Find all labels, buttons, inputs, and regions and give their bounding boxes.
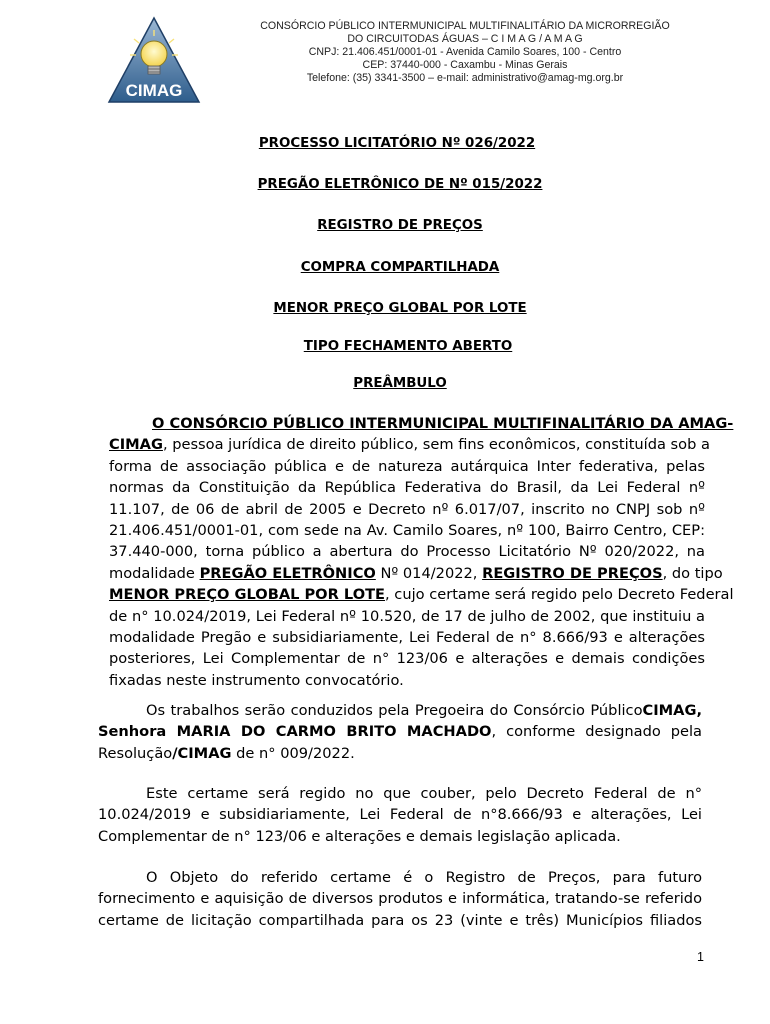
paragraph-pregoeira: Os trabalhos serão conduzidos pela Pregoeira do Consórcio PúblicoCIMAG, Senhora MARIA DO CARMO BRITO MACHADO, conforme designado pela Resolução/CIMAG de n° 009/2022. xyxy=(98,702,702,762)
letterhead-line: CONSÓRCIO PÚBLICO INTERMUNICIPAL MULTIFINALITÁRIO DA MICRORREGIÃO xyxy=(260,20,670,32)
cimag-logo xyxy=(107,16,201,104)
preamble-paragraph: O CONSÓRCIO PÚBLICO INTERMUNICIPAL MULTIFINALITÁRIO DA AMAG- CIMAG, pessoa jurídica de direito público, sem fins econômicos, constituída sob a forma de associação pública e de natureza autárquica Inter federativa, pelas normas da Constituição da República Federativa do Brasil, da Lei Federal nº 11.107, de 06 de abril de 2005 e Decreto nº 6.017/07, inscrito no CNPJ sob nº 21.406.451/0001-01, com sede na Av. Camilo Soares, nº 100, Bairro Centro, CEP: 37.440-000, torna público a abertura do Processo Licitatório Nº 020/2022, na modalidade PREGÃO ELETRÔNICO Nº 014/2022, REGISTRO DE PREÇOS, do tipo MENOR PREÇO GLOBAL POR LOTE, cujo certame será regido pelo Decreto Federal de n° 10.024/2019, Lei Federal nº 10.520, de 17 de julho de 2002, que instituiu a modalidade Pregão e subsidiariamente, Lei Federal de n° 8.666/93 e alterações posteriores, Lei Complementar de n° 123/06 e alterações e demais condições fixadas neste instrumento convocatório. xyxy=(109,415,734,689)
letterhead xyxy=(215,20,715,85)
page-number: 1 xyxy=(697,950,704,964)
letterhead-line: CNPJ: 21.406.451/0001-01 - Avenida Camilo Soares, 100 - Centro xyxy=(308,46,622,58)
title-tipo-fechamento: TIPO FECHAMENTO ABERTO xyxy=(303,339,513,354)
svg-text:CIMAG: CIMAG xyxy=(125,81,183,100)
letterhead-line: CEP: 37440-000 - Caxambu - Minas Gerais xyxy=(362,59,568,71)
letterhead-line: Telefone: (35) 3341-3500 – e-mail: administrativo@amag-mg.org.br xyxy=(306,72,624,84)
title-compra: COMPRA COMPARTILHADA xyxy=(300,260,500,275)
title-pregao: PREGÃO ELETRÔNICO DE Nº 015/2022 xyxy=(257,177,543,192)
title-registro: REGISTRO DE PREÇOS xyxy=(317,218,483,233)
letterhead-line: DO CIRCUITODAS ÁGUAS – C I M A G / A M A G xyxy=(347,33,583,45)
paragraph-legislacao: Este certame será regido no que couber, pelo Decreto Federal de n° 10.024/2019 e subsidiariamente, Lei Federal de n°8.666/93 e alterações, Lei Complementar de n° 123/06 e alterações e demais legislação aplicada. xyxy=(98,785,702,845)
title-processo: PROCESSO LICITATÓRIO Nº 026/2022 xyxy=(258,136,536,151)
title-menor-preco: MENOR PREÇO GLOBAL POR LOTE xyxy=(273,301,527,316)
paragraph-objeto: O Objeto do referido certame é o Registro de Preços, para futuro fornecimento e aquisição de diversos produtos e informática, tratando-se referido certame de licitação compartilhada para os 23 (vinte e três) Municípios filiados xyxy=(98,869,702,929)
title-preambulo: PREÂMBULO xyxy=(353,376,447,391)
